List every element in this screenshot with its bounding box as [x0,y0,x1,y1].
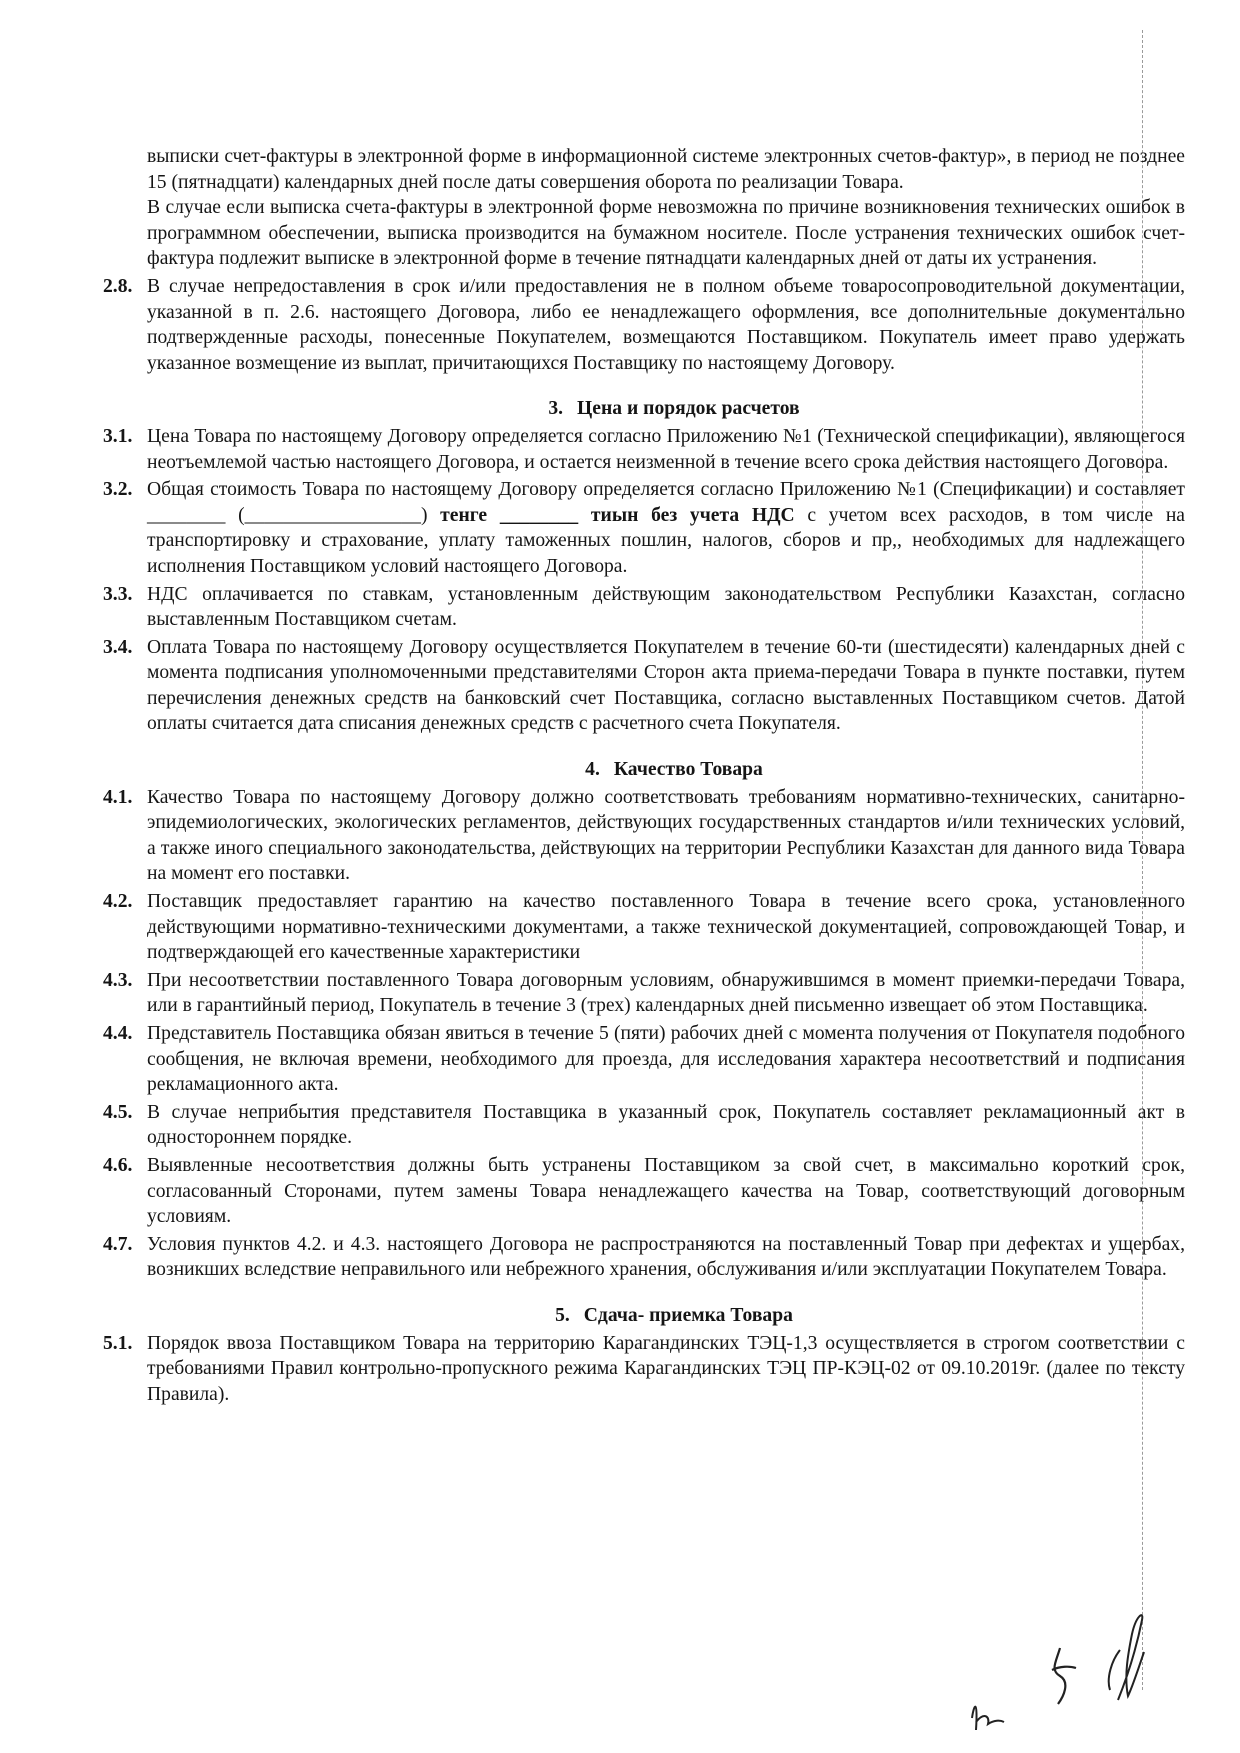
clause-text-part1: Общая стоимость Товара по настоящему Договору определяется согласно Приложению №1 (Спецификации) и составляет ________ (__________________) [147,479,1185,526]
intro-paragraph: выписки счет-фактуры в электронной форме в информационной системе электронных счетов-фактур», в период не позднее 15 (пятнадцати) календарных дней после даты совершения оборота по реализации Товара. [147,146,1185,193]
signature-mark [1052,1648,1076,1704]
clause-number: 3.4. [103,636,133,658]
clause-text: Порядок ввоза Поставщиком Товара на территорию Карагандинских ТЭЦ-1,3 осуществляется в строгом соответствии с требованиями Правил контрольно-пропускного режима Карагандинских ТЭЦ ПР-КЭЦ-02 от 09.10.2019г. (далее по тексту Правила). [147,1332,1185,1405]
clause-number: 3.2. [103,479,133,501]
clause-number: 4.4. [103,1023,133,1044]
section-number: 5. [555,1304,570,1326]
clause-3-1 [103,424,1185,475]
clause-text-part2: с учетом всех расходов, в том числе на транспортировку и страхование, уплату таможенных пошлин, налогов, сборов и пр,, необходимых для надлежащего исполнения Поставщиком условий настоящего Договора. [147,504,1185,577]
clause-4-5 [103,1100,1185,1151]
clause-3-4 [103,635,1185,737]
clause-4-1 [103,785,1185,887]
clause-4-2 [103,889,1185,966]
handwritten-signatures [960,1600,1190,1740]
initials-mark [972,1707,1004,1730]
clause-4-6 [103,1153,1185,1230]
clause-text [147,477,1185,579]
clause-number: 4.5. [103,1101,133,1123]
clause-text: Представитель Поставщика обязан явиться в течение 5 (пяти) рабочих дней с момента получения от Покупателя подобного сообщения, не включая времени, необходимого для проезда, для исследования характера несоответствий и подписания рекламационного акта. [147,1023,1185,1096]
clause-text-bold: тенге ________ тиын без учета НДС [427,504,795,526]
clause-3-2 [103,477,1185,579]
clause-number: 4.6. [103,1154,133,1176]
section-number: 4. [585,759,600,781]
clause-number: 2.8. [103,275,133,297]
clause-number: 4.1. [103,786,133,808]
clause-number: 4.3. [103,969,133,991]
section-title: Сдача- приемка Товара [583,1304,793,1326]
clause-number: 4.7. [103,1233,133,1255]
clause-text: Цена Товара по настоящему Договору определяется согласно Приложению №1 (Технической спецификации), являющегося неотъемлемой частью настоящего Договора, и остается неизменной в течение всего срока действия настоящего Договора. [147,425,1185,473]
signature-mark [1109,1615,1144,1700]
clause-4-3 [103,968,1185,1019]
section-number: 3. [548,398,564,420]
clause-number: 3.3. [103,583,133,605]
section-title: Качество Товара [613,759,763,781]
clause-4-4 [103,1021,1185,1098]
clause-text: Выявленные несоответствия должны быть устранены Поставщиком за свой счет, в максимально короткий срок, согласованный Сторонами, путем замены Товара ненадлежащего качества на Товар, соответствующий договорным условиям. [147,1154,1185,1228]
section-4-heading [103,757,1185,783]
clause-text: Оплата Товара по настоящему Договору осуществляется Покупателем в течение 60-ти (шестидесяти) календарных дней с момента подписания уполномоченными представителями Сторон акта приема-передачи Товара в пункте поставки, путем перечисления денежных средств на банковский счет Поставщика, согласно выставленных Поставщиком счетов. Датой оплаты считается дата списания денежных средств с расчетного счета Покупателя. [147,636,1185,735]
intro-paragraph-2: В случае если выписка счета-фактуры в электронной форме невозможна по причине возникновения технических ошибок в программном обеспечении, выписка производится на бумажном носителе. После устранения технических ошибок счет-фактура подлежит выписке в электронной форме в течение пятнадцати календарных дней от даты их устранения. [147,197,1185,270]
document-body [103,144,1185,1407]
clause-4-7 [103,1232,1185,1283]
clause-number: 3.1. [103,425,133,447]
clause-2-8 [103,274,1185,376]
clause-text: Поставщик предоставляет гарантию на качество поставленного Товара в течение всего срока, установленного действующими нормативно-техническими документами, а также технической документацией, сопровождающей Товар, и подтверждающей его качественные характеристики [147,891,1185,964]
section-3-heading [103,396,1185,422]
clause-3-3 [103,582,1185,633]
clause-number: 5.1. [103,1332,133,1354]
clause-text: НДС оплачивается по ставкам, установленным действующим законодательством Республики Казахстан, согласно выставленным Поставщиком счетам. [147,583,1185,631]
clause-text: При несоответствии поставленного Товара договорным условиям, обнаружившимся в момент приемки-передачи Товара, или в гарантийный период, Покупатель в течение 3 (трех) календарных дней письменно извещает об этом Поставщика. [147,969,1185,1017]
clause-text: В случае непредоставления в срок и/или предоставления не в полном объеме товаросопроводительной документации, указанной в п. 2.6. настоящего Договора, либо ее ненадлежащего оформления, все дополнительные документально подтвержденные расходы, понесенные Покупателем, возмещаются Поставщиком. Покупатель имеет право удержать указанное возмещение из выплат, причитающихся Поставщику по настоящему Договору. [147,275,1185,374]
clause-text: Условия пунктов 4.2. и 4.3. настоящего Договора не распространяются на поставленный Товар при дефектах и ущербах, возникших вследствие неправильного или небрежного хранения, обслуживания и/или эксплуатации Покупателем Товара. [147,1233,1185,1281]
clause-number: 4.2. [103,891,133,913]
clause-text: В случае неприбытия представителя Поставщика в указанный срок, Покупатель составляет рекламационный акт в одностороннем порядке. [147,1101,1185,1149]
clause-5-1 [103,1331,1185,1408]
clause-text: Качество Товара по настоящему Договору должно соответствовать требованиям нормативно-технических, санитарно-эпидемиологических, экологических регламентов, действующих государственных стандартов и/или технических условий, а также иного специального законодательства, действующих на территории Республики Казахстан для данного вида Товара на момент его поставки. [147,786,1185,885]
section-title: Цена и порядок расчетов [577,398,800,420]
section-5-heading [103,1303,1185,1329]
